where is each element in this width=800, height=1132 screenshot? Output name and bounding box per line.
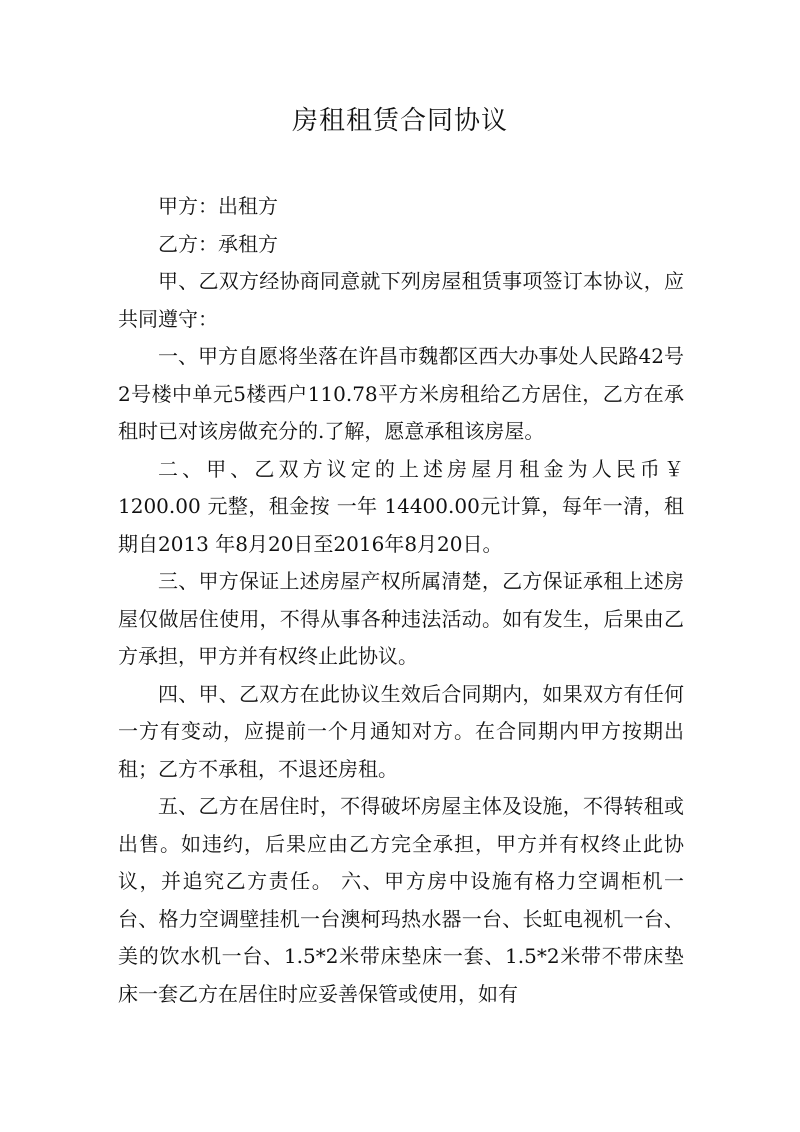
document-body	[118, 188, 684, 1013]
clause-4-paragraph: 四、甲、乙双方在此协议生效后合同期内，如果双方有任何一方有变动，应提前一个月通知对方。在合同期内甲方按期出租；乙方不承租，不退还房租。	[118, 681, 684, 781]
clause-3-paragraph: 三、甲方保证上述房屋产权所属清楚，乙方保证承租上述房屋仅做居住使用，不得从事各种违法活动。如有发生，后果由乙方承担，甲方并有权终止此协议。	[118, 569, 684, 668]
document-title: 房租租赁合同协议	[291, 106, 508, 136]
party-b-line: 乙方：承租方	[158, 231, 278, 256]
party-a-line: 甲方：出租方	[158, 194, 278, 218]
clause-1-paragraph: 一、甲方自愿将坐落在许昌市魏都区西大办事处人民路42号2号楼中单元5楼西户110.78平方米房租给乙方居住，乙方在承租时已对该房做充分的.了解，愿意承租该房屋。	[118, 344, 684, 443]
clause-5-6-paragraph: 五、乙方在居住时，不得破坏房屋主体及设施，不得转租或出售。如违约，后果应由乙方完全承担，甲方并有权终止此协议，并追究乙方责任。 六、甲方房中设施有格力空调柜机一台、格力空调壁挂机一台澳柯玛热水器一台、长虹电视机一台、美的饮水机一台、1.5*2米带床垫床一套、1.5*2米带不带床垫床一套乙方在居住时应妥善保管或使用，如有	[118, 794, 684, 1006]
preamble-paragraph: 甲、乙双方经协商同意就下列房屋租赁事项签订本协议，应共同遵守：	[118, 269, 684, 331]
clause-2-paragraph: 二、甲、乙双方议定的上述房屋月租金为人民币￥ 1200.00 元整，租金按 一年 14400.00元计算，每年一清，租期自2013 年8月20日至2016年8月20日。	[118, 456, 684, 556]
